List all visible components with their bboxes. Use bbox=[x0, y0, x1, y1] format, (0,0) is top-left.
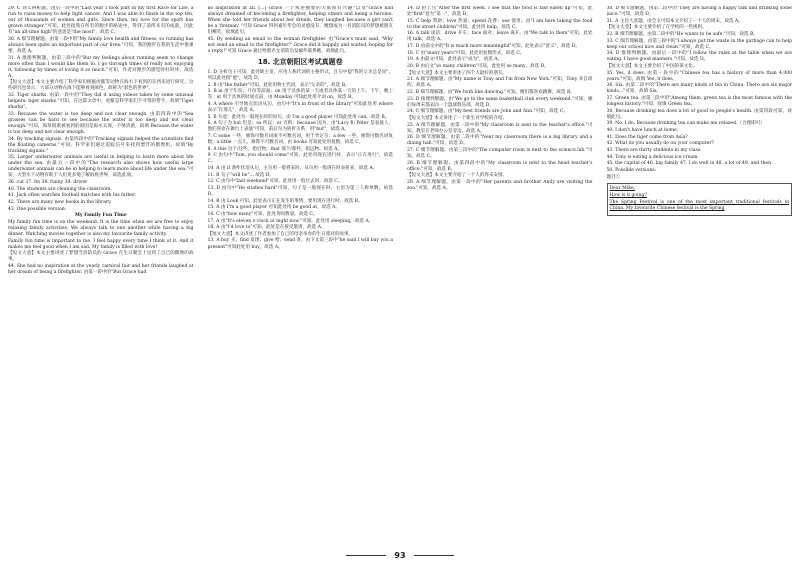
footer-rule-right bbox=[414, 555, 454, 556]
answer-paragraph: 15. C help 帮助；love 热爱；spend 花费；use 使用。由"I am here taking the food to the street children"可知，此处用 help，故选 C。 bbox=[407, 18, 593, 30]
answer-paragraph: 【短文大意】本文主要介绍了科学家们根据虎鲨等动物在海水下看到的东西来进行研究，这些研究也显示，大部分动物在海下能够看到颜色，故称为"彩色的世界"。 bbox=[8, 80, 194, 92]
answer-paragraph: 42. There are many new books in the library. bbox=[8, 199, 112, 205]
answer-paragraph: 【短文大意】本文讲述了一个新生对学校的介绍。 bbox=[407, 115, 508, 121]
answer-paragraph: 34. By tracking signals. 由第四段中的"Tracking signals helped the scientists find the floating cameras."可知，科学家们通过追踪信号来找到漂浮的摄像机，故填"By tracking signals." bbox=[8, 136, 194, 154]
answer-paragraph: 12. C 由句中"last weekend"可知，此处用一般过去时，故选 C。 bbox=[207, 179, 343, 185]
answer-paragraph: 16. C 由"how many"可知，此处询问数量，故选 C。 bbox=[207, 211, 318, 217]
answer-paragraph: 40. The students are cleaning the classroom. bbox=[8, 186, 112, 192]
answer-paragraph: 34. D 推理判断题。由最后一段中的"I follow the rules at the table when we are eating. I have good manners."可知，故选 D。 bbox=[606, 51, 792, 63]
answer-paragraph: 31. A 推理判断题。由第三段中的"But my feelings about running seem to change more often than I would like them to. I go through times of really not enjoying it, following by times of loving it so much."可知，作者对跑步的感觉时好时坏，故选 A。 bbox=[8, 55, 194, 79]
letter-line: How is it going? bbox=[609, 192, 647, 198]
column-4 bbox=[607, 6, 793, 542]
answer-paragraph: 【短文大意】本文主要讲述了四个人最好的朋友。 bbox=[407, 70, 508, 76]
answer-paragraph: 50. Possible versions: bbox=[606, 167, 657, 173]
answer-paragraph: 32. Tiger sharks. 由第一段中的"They did it using videos taken by some unusual helpers: tiger sharks."可知，在这篇文章中，虎鲨是科学家们不寻常的帮手，故填"Tiger sharks"。 bbox=[8, 93, 194, 111]
answer-paragraph: 5. B 句意：此处为一般现在时的问句，由 I'm a good player 可知此处用 can，故选 B。 bbox=[207, 114, 390, 120]
answer-paragraph: 39. No, I do. Because drinking tea can make me relaxed.（合理即可） bbox=[606, 121, 765, 127]
answer-paragraph: 21. A 细节理解题。由"My name is Tony and I'm from New York."可知，Tony 来自纽约，故选 A。 bbox=[407, 77, 593, 89]
answer-paragraph: 45. the capital of 46. big family 47. I do well in 48. a lot of 49. and then bbox=[606, 161, 772, 167]
answer-paragraph: 14. B 由 Look 可知，此处表示正在发生的事情，要用现在进行时，故选 B。 bbox=[207, 198, 363, 204]
page-footer bbox=[0, 551, 800, 560]
answer-paragraph: 40. I don't have lunch at home. bbox=[606, 128, 679, 134]
answer-paragraph: 23. D 推理判断题。由"We go to the same basketball club every weekend."可知，她们每周末都去同一个篮球俱乐部，故选 D。 bbox=[407, 96, 593, 108]
answer-paragraph: 29. A 细节理解题。由第一段中的"Her parents and brother Andy are visiting the zoo."可知，故选 A。 bbox=[407, 179, 593, 191]
answer-paragraph: 9. C 由句中"Tom, you should come"可知，此处用现在进行时，表示"正在进行"，故选 C。 bbox=[207, 153, 393, 165]
answer-columns bbox=[8, 6, 792, 542]
answer-paragraph: 30. A 细节理解题。由第一段中的"My family love health and fitness, so running has always been quite an important part of our lives."可知，我的跑步在我的生活中很重要，故选 A。 bbox=[8, 36, 194, 54]
essay-paragraph: Family fun time is important to me. I feel happy every time I think of it. And it makes me feel good when I am sad. My family is filled with love! bbox=[8, 238, 194, 250]
section-title: 18. 北京朝阳区考试真题卷 bbox=[257, 57, 343, 66]
answer-paragraph: 35. Yes, it does. 由第一段中的"Chinese tea has a history of more than 4,000 years."可知，故填 Yes, it does。 bbox=[606, 70, 792, 82]
footer-rule-left bbox=[346, 555, 386, 556]
answer-paragraph: 29. C 词义辨析题。由后一段中的"Last year I took part in my first Race for Life, a run to raise money to help fight cancer. And I was able to finish in the top ten, out of thousands of women and girls. Since then, my love for the sport has grown stronger."可知，此处指我在所有的跑步的路途中，得到了前所未有的成就，因此有"an all-time high"的意思是"the most"，故选 C。 bbox=[8, 6, 194, 36]
page-number: 93 bbox=[394, 551, 406, 560]
column-1 bbox=[8, 6, 194, 542]
answer-paragraph: 38. Because drinking tea does a lot of good to people's health. 由第四段可知，故填此句。 bbox=[606, 108, 792, 120]
answer-paragraph: 26. D 细节理解题。由第二段中的"Near my classroom there is a big library and a dining hall."可知，故选 D。 bbox=[407, 135, 593, 147]
answer-paragraph: 题目① bbox=[606, 174, 621, 180]
answer-paragraph: 8. A this 这个/这些，指近物；that 那个/那些，指远物。故选 A。 bbox=[207, 146, 343, 152]
answer-paragraph: 43. One possible version: bbox=[8, 206, 67, 212]
answer-paragraph: 【短文大意】本文主要介绍了一个人的周末安排。 bbox=[407, 173, 508, 179]
answer-paragraph: 【短文大意】本文主要介绍了在学校的一些规则。 bbox=[606, 25, 707, 31]
essay-title: My Family Fun Time bbox=[74, 213, 127, 219]
answer-paragraph: 【短文大意】本文主要介绍了中国的茶文化。 bbox=[606, 63, 698, 69]
answer-paragraph: 18. A 由"I'd love to"可知，此处是在接受邀请，故选 A。 bbox=[207, 225, 326, 231]
answer-paragraph: 【短文大意】本文主要讲述了梦想当消防员的 Grace 在生日聚会上见到了自己的偶像的故事。 bbox=[8, 251, 194, 263]
answer-paragraph: 43. There are thirty students in my class. bbox=[606, 147, 702, 153]
answer-paragraph: 13. A buy 买；find 发现；give 给；send 寄。由下文第三段中"he said I will buy you a present"可知此处用 buy，故选 A。 bbox=[207, 238, 393, 250]
answer-paragraph: 41. Does the tiger come from Asia? bbox=[606, 134, 688, 140]
answer-paragraph: 2. B 由"the father"可知，此处用物主代词，表示"父亲的"，故选 B。 bbox=[207, 82, 350, 88]
answer-paragraph: 44. Tony is eating a delicious ice cream. bbox=[606, 154, 699, 160]
answer-paragraph: 41. Jack often watches football matches with his father. bbox=[8, 193, 137, 199]
answer-paragraph: 28. B 细节理解题。由第四段中的"My classroom is next to the head teacher's office."可知，故选 B。 bbox=[407, 160, 593, 172]
answer-paragraph: 24. C 细节理解题。由"My best friends are John and Ann."可知，故选 C。 bbox=[407, 109, 568, 115]
answer-paragraph: 22. B 细节理解题。由"We both like dancing."可知，她们都喜欢跳舞，故选 B。 bbox=[407, 89, 575, 95]
answer-paragraph: 6. A 句子为 but 但是；so 所以；or 否则；because 因为，由"Lucy 和 Peter 是表演人，他们喜欢在舞台上表演"可知，前后句为转折关系，用"but"，故选 A。 bbox=[207, 121, 393, 133]
answer-paragraph: 32. B 细节理解题。由第二段中的"He wants to be safe."可知，故选 B。 bbox=[606, 31, 758, 37]
answer-paragraph: 10. A 由 if 条件状语从句，主句用一般将来时，从句用一般现在时表将来，故选 A。 bbox=[207, 166, 378, 172]
answer-paragraph: 20. B 由后文"so many children"可知，此处用 so many，故选 B。 bbox=[407, 63, 549, 69]
answer-paragraph: 4. A where 引导地点状语从句，由句中"It's in front of the library"可知此处用 where 表示"在那儿"，故选 A。 bbox=[207, 101, 393, 114]
answer-paragraph: 44. She had no inspiration at the yearly carnival fair and her friends laughed at her dream of being a firefighter. 由第一段中的"But Grace had bbox=[8, 264, 194, 276]
answer-paragraph: no inspiration at all. [...] Grace 一个叛逆抽象的大都很有兴趣"以及"Grace had always dreamed of becoming a firefighter, helping others and being a heroine. When she told her friends about her dream, they laughed because a girl can't be a 'fireman'."可知 Grace 得到嘉年华会的灵感没有，她想成为一名消防员的梦想被朋友们嘲笑，故填此句。 bbox=[207, 6, 393, 36]
answer-paragraph: 36. Six. 由第二段中的"There are many kinds of tea in China. There are six major kinds..."可知，故填 Six。 bbox=[606, 83, 792, 95]
answer-paragraph: 【短文大意】本文讲述了作者参加了自己的母亲举办的生日派对的故事。 bbox=[207, 231, 353, 237]
letter-line: Dear Mike, bbox=[609, 185, 636, 191]
answer-paragraph: 17. A 由"It's eleven o'clock at night now."可知，此处用 sleeping，故选 A。 bbox=[207, 218, 374, 224]
answer-paragraph: 25. A 细节理解题。由第一段中的"My classroom is next to the teacher's office."可知，教室在老师办公室旁边，故选 A。 bbox=[407, 122, 593, 134]
answer-paragraph: 42. What do you usually do on your computer? bbox=[606, 141, 714, 147]
answer-paragraph: 1. D 分析句子可知，此处缺主语，应用人称代词的主格形式，且句中提"我的父亲总是说"，所以此处指"他"，故选 D。 bbox=[207, 69, 393, 82]
answer-paragraph: 36. cut 37. fin 38. funny 39. driver bbox=[8, 180, 88, 186]
answer-paragraph: 13. D 由句中"He studies hard"可知，句子是一般现在时，主语为第三人称单数，故选 D。 bbox=[207, 185, 393, 197]
answer-paragraph: 11. B 句子"will be"... 故选 B。 bbox=[207, 172, 274, 178]
answer-paragraph: 7. C some 一些，修饰可数名词或不可数名词，用于肯定句；a few 一些，修饰可数名词复数；a little 一点儿，修饰不可数名词。由 books 可知此处用复数，故选 C。 bbox=[207, 134, 393, 146]
column-2 bbox=[208, 6, 394, 542]
answer-paragraph: 33. C 细节理解题。由第三段中的"I always put the waste in the garbage can to help keep our school nice and clean."可知，故选 C。 bbox=[606, 38, 792, 50]
answer-paragraph: 18. C 由"many years"可知，此处用复数形式，故选 C。 bbox=[407, 50, 525, 56]
answer-paragraph: 33. Because the water is too deep and not clear enough. 由第四段中的"Sea grasses can be hard to see because the water is too deep and not clear enough."可知，海草很难被看到的原因是海水太深，不够清澈，故填 Because the water is too deep and not clear enough. bbox=[8, 111, 194, 135]
answer-paragraph: 19. A 由前文可知，此处表示"成为"，故选 A。 bbox=[407, 57, 503, 63]
answer-paragraph: 31. A 主旨大意题。由全文可知本文介绍了一个人的周末，故选 A。 bbox=[606, 18, 743, 24]
answer-paragraph: 15. A 由 I'm a good player 可知此处用 be good at，故选 A。 bbox=[207, 205, 340, 211]
letter-line: The Spring Festival is one of the most important traditional festivals in China. My favourite Chinese festival is the Spring bbox=[609, 199, 789, 211]
answer-paragraph: 35. Larger underwater animals are useful in helping to learn more about life under the sea. 由最后一段中的"The research also shows how useful large underwater animals can be in helping to learn more about life under the sea."可知，大型水下动物有助于人们更多地了解海底世界，故选此项。 bbox=[8, 155, 194, 179]
answer-paragraph: 45. By sending an email to the woman firefighter. 由"Grace's mum said, 'Why not send an email to the firefighter?' Grace did it happily and waited, hoping for a reply!"可知 Grace 通过给那名女消防员发邮件联系她，故填此句。 bbox=[207, 36, 393, 54]
answer-paragraph: 14. D 由上句"After the first week, I see that the food is fast eaten up"可知，此处"first"意为"第一"，故选 D。 bbox=[407, 6, 593, 18]
answer-paragraph: 16. A talk 谈话；drive 开车；face 面对；leave 离开。由"We talk to them"可知，此处用 talk，故选 A。 bbox=[407, 31, 593, 43]
answer-paragraph: 17. D 由前文中的"It is much more meaningful"可知，此处表示"意义"，故选 D。 bbox=[407, 44, 580, 50]
essay-paragraph: My family fun time is on the weekend. It is the time when we are free to enjoy relaxing family activities. We always talk to one another while having a big dinner. Watching movies together is also my favourite family activity. bbox=[8, 219, 194, 237]
answer-paragraph: 37. Green tea. 由第三段中的"Among them, green tea is the most famous with the longest history."可知，故填 Green tea。 bbox=[606, 96, 792, 108]
column-3 bbox=[407, 6, 593, 542]
answer-paragraph: 3. B in 用于年份、月份等前面；on 用于具体的某一天或者具体某一天的上午、下午、晚上等；at 用于具体的时间点前。由 Monday 可知此处用介词 on，故选 B。 bbox=[207, 89, 393, 101]
answer-paragraph: 30. D 细节理解题。由第二段中的"They are having a happy talk and drinking some juice."可知，故选 D。 bbox=[606, 6, 792, 18]
sample-letter bbox=[607, 183, 793, 216]
answer-paragraph: 27. C 细节理解题。由第三段中的"The computer room is next to the science lab."可知，故选 C。 bbox=[407, 147, 593, 159]
